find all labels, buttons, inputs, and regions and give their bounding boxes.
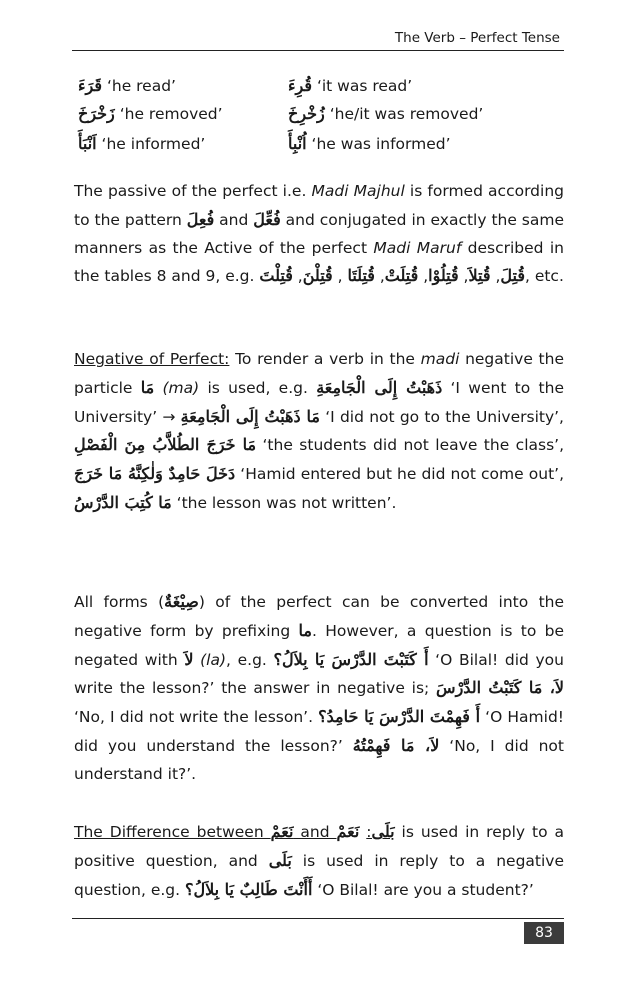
transliteration: (ma) <box>162 378 200 397</box>
arabic-example: قُتِلْتَ <box>259 266 293 286</box>
text: To render a verb in the <box>229 350 421 368</box>
gloss: ‘he read’ <box>106 77 176 95</box>
arabic-sentence: مَا كُتِبَ الدَّرْسُ <box>74 492 172 512</box>
arabic-naam: نَعَمْ <box>270 822 294 841</box>
arabic-word: قُرِءَ <box>288 76 312 95</box>
arabic-word: صِيْغَةٌ <box>164 592 199 611</box>
arabic-sentence: مَا ذَهَبْتُ إِلَى الْجَامِعَةِ <box>180 406 320 426</box>
section-heading: Negative of Perfect: <box>74 350 230 368</box>
text: , e.g. <box>226 650 274 669</box>
arabic-pattern: فُعِّلَ <box>253 209 281 229</box>
gloss: ‘it was read’ <box>316 77 413 95</box>
text: The passive of the perfect i.e. <box>74 182 312 200</box>
text: ‘the students did not leave the class’, <box>256 436 565 455</box>
text: ‘O Bilal! are you a student?’ <box>312 880 534 899</box>
arabic-example: قُتِلْنَ <box>302 266 333 286</box>
arabic-sentence: دَخَلَ حَامِدٌ وَلٰكِنَّهُ مَا خَرَجَ <box>74 464 236 484</box>
gloss: ‘he removed’ <box>119 105 223 123</box>
text: ‘the lesson was not written’. <box>171 493 397 512</box>
arabic-sentence: أَ كَتَبْتَ الدَّرْسَ يَا بِلاَلُ؟ <box>273 649 429 669</box>
page-number: 83 <box>524 922 564 944</box>
arabic-sentence: أَ فَهِمْتَ الدَّرْسَ يَا حَامِدُ؟ <box>318 707 481 727</box>
example-passive-3 <box>288 132 451 156</box>
text: ‘I went to the University’ → <box>74 378 564 426</box>
text: ) of the perfect can be converted into the negative form by prefixing <box>74 593 565 640</box>
text: ‘Hamid entered but he did not come out’, <box>235 465 565 484</box>
term-madi: madi <box>420 350 460 368</box>
negative-perfect-paragraph <box>74 346 564 518</box>
arabic-sentence: لاَ، مَا فَهِمْتُهُ <box>352 735 440 755</box>
text: . However, a question is to be negated with <box>74 621 564 669</box>
text: and conjugated in exactly the same manners as the Active of the perfect <box>74 210 565 257</box>
arabic-particle: لاَ <box>184 649 194 669</box>
example-active-3 <box>78 132 205 156</box>
text: ‘O Bilal! did you write the lesson?’ the answer in negative is; <box>74 650 564 698</box>
forms-paragraph <box>74 588 564 789</box>
heading-text: and <box>293 823 337 841</box>
arabic-particle: مَا <box>140 377 155 397</box>
example-passive-1 <box>288 74 412 98</box>
term-madi-maruf: Madi Maruf <box>373 238 462 257</box>
footer-rule <box>72 918 564 919</box>
text: is used, e.g. <box>199 378 317 397</box>
transliteration: (la) <box>200 650 227 669</box>
text: is used in reply to a positive question, and <box>74 823 565 870</box>
text: described in the tables 8 and 9, e.g. <box>74 238 564 286</box>
arabic-word: بَلَى <box>268 850 292 870</box>
text: ‘O Hamid! did you understand the lesson?’ <box>74 708 564 755</box>
arabic-word: اُنْبِأَ <box>288 134 307 153</box>
arabic-example: قُتِلَ <box>500 266 525 286</box>
header-title: The Verb – Perfect Tense <box>394 30 560 46</box>
text: All forms ( <box>74 593 165 611</box>
text: , etc. <box>524 267 564 286</box>
arabic-sentence: أَأَنْتَ طَالِبٌ يَا بِلاَلُ؟ <box>184 879 313 899</box>
text: ‘No, I did not understand it?’. <box>74 736 564 783</box>
arabic-sentence: لاَ، مَا كَتَبْتُ الدَّرْسَ <box>436 678 564 698</box>
passive-perfect-paragraph: The passive of the perfect i.e. Madi Majhul is formed according to the pattern فُعِلَ and فُعِّلَ and conjugated in exactly the same manners as the Active of the perfect Madi Maruf described in the tables 8 and 9, e.g. قُتِلَ, قُتِلاَ, قُتِلُوْا, قُتِلَتْ, قُتِلَتَا , قُتِلْنَ, قُتِلْتَ , etc. <box>74 182 565 286</box>
text: is used in reply to a negative question, e.g. <box>74 851 564 899</box>
arabic-example: قُتِلُوْا <box>428 266 459 286</box>
example-passive-2 <box>288 102 483 126</box>
arabic-sentence: مَا خَرَجَ الطُلاَّبُ مِنَ الْفَصْلِ <box>74 435 257 455</box>
gloss: ‘he/it was removed’ <box>329 105 484 123</box>
term-madi-majhul: Madi Majhul <box>311 182 405 200</box>
gloss: ‘he was informed’ <box>311 135 451 153</box>
text: ‘No, I did not write the lesson’. <box>74 708 319 727</box>
heading-text: The Difference between <box>74 823 271 841</box>
arabic-word: زُخْرِخَ <box>288 104 325 123</box>
difference-paragraph <box>74 818 564 904</box>
text: is formed according to the pattern <box>74 182 564 229</box>
arabic-pattern: فُعِلَ <box>186 209 215 229</box>
text: and <box>214 210 254 229</box>
text: ‘I did not go to the University’, <box>319 407 564 426</box>
example-active-1 <box>78 74 176 98</box>
arabic-word: اَنْبَأَ <box>78 134 97 153</box>
example-active-2 <box>78 102 223 126</box>
arabic-word: نَعَمْ <box>336 822 360 841</box>
text: negative the particle <box>74 350 564 397</box>
heading-text: : <box>366 823 372 841</box>
arabic-sentence: ذَهَبْتُ إِلَى الْجَامِعَةِ <box>316 377 443 397</box>
gloss: ‘he informed’ <box>101 135 206 153</box>
arabic-particle: ما <box>298 620 312 640</box>
arabic-bala: بَلَى <box>371 822 395 841</box>
arabic-example: قُتِلَتَا <box>347 266 375 286</box>
arabic-word: قَرَءَ <box>78 76 102 95</box>
arabic-word: زَخْرَخَ <box>78 104 115 123</box>
arabic-example: قُتِلاَ <box>468 266 491 286</box>
running-header <box>72 28 564 51</box>
arabic-example: قُتِلَتْ <box>384 266 419 286</box>
